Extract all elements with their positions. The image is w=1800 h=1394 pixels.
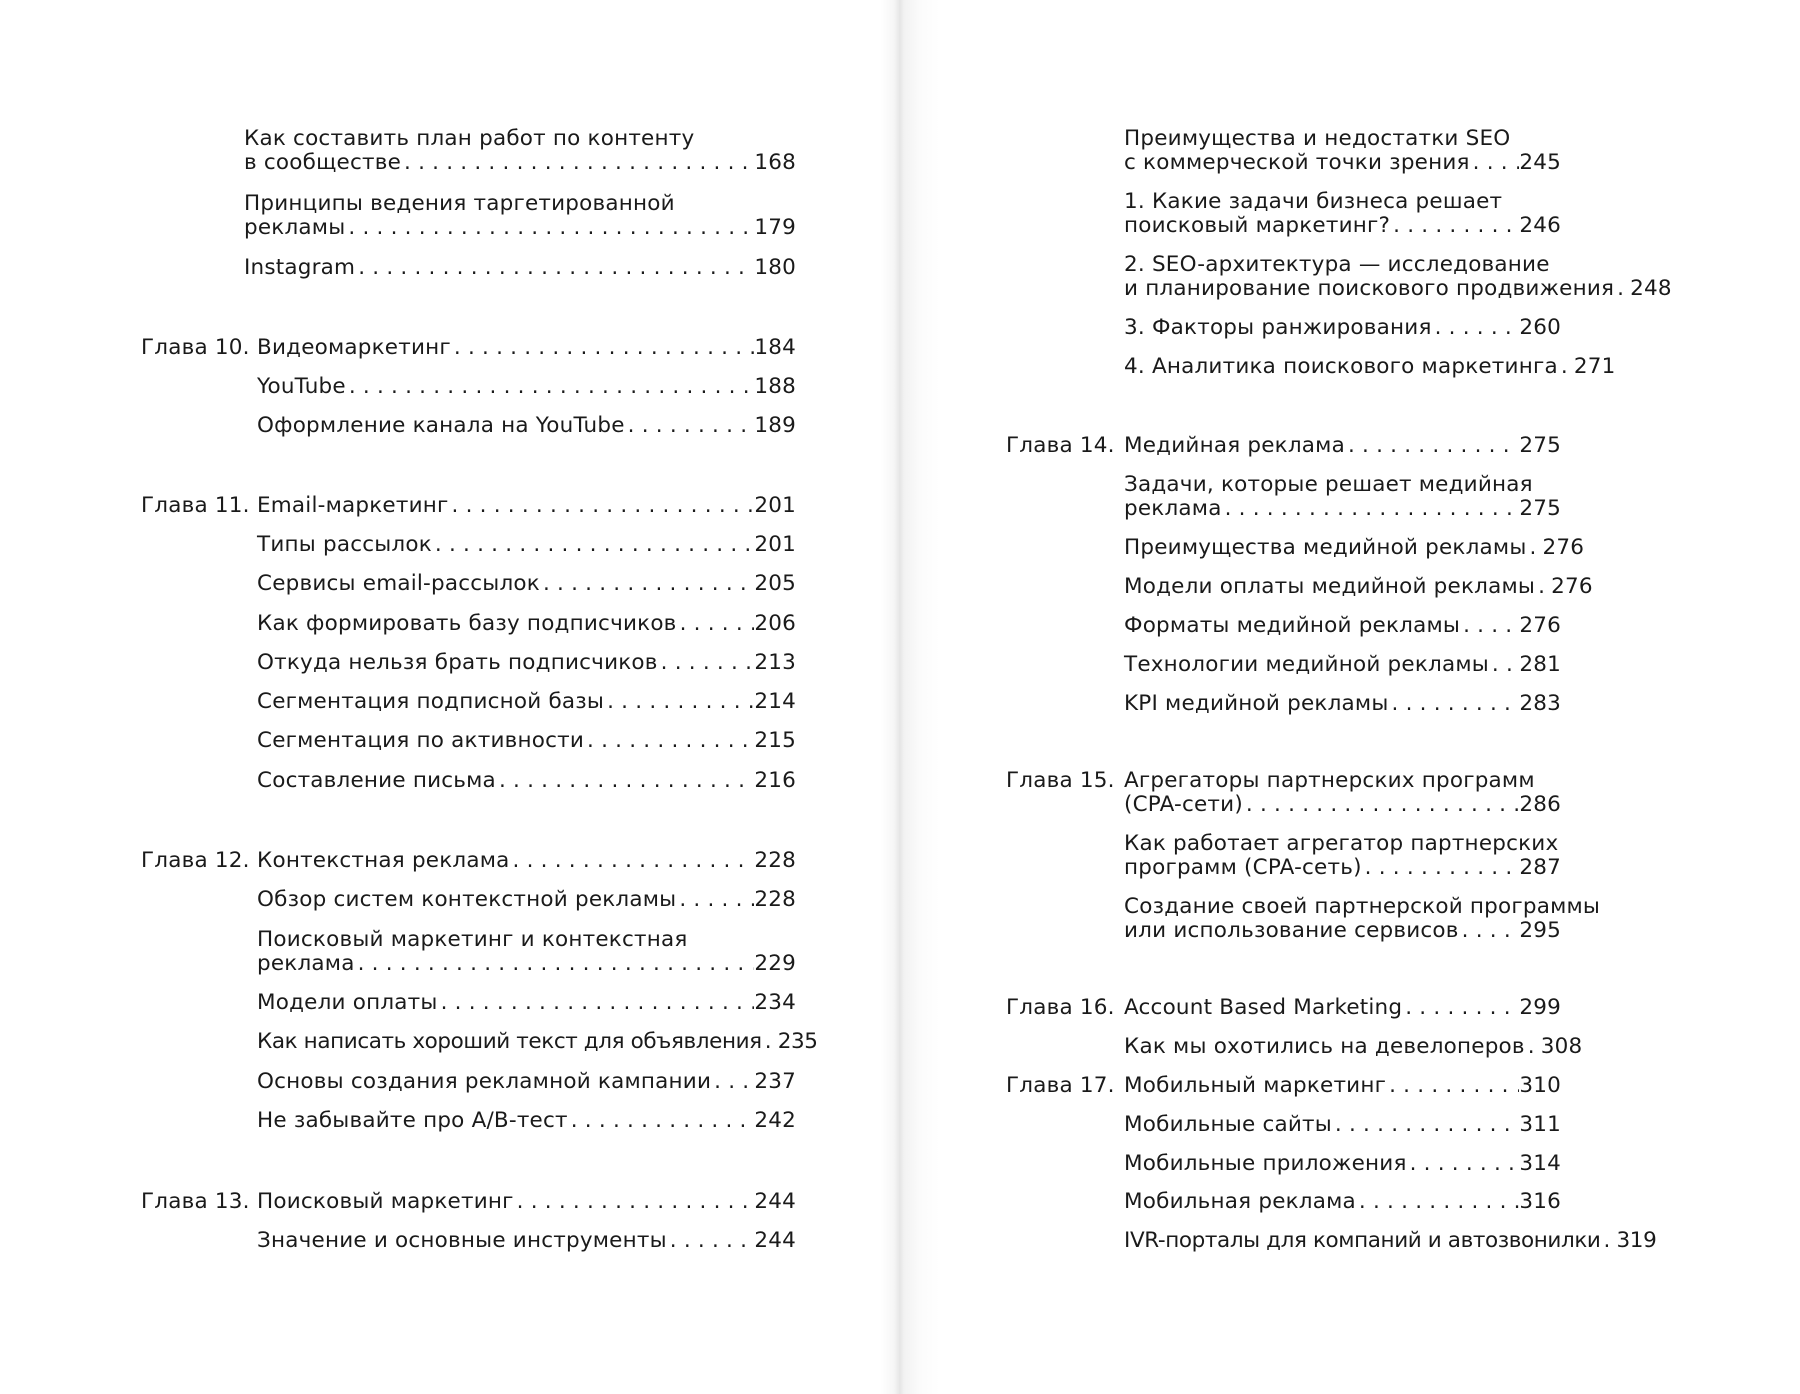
entry-title: Мобильная реклама (1124, 1189, 1356, 1214)
toc-entry[interactable] (257, 1029, 818, 1054)
entry-title: реклама (257, 951, 355, 976)
toc-entry[interactable] (257, 572, 796, 596)
page-number: 316 (1519, 1189, 1561, 1214)
leader-dots (345, 216, 754, 240)
page-number: 310 (1519, 1073, 1561, 1098)
page-number: 246 (1519, 213, 1561, 238)
leader-dots (1535, 575, 1551, 599)
leader-dots (1489, 653, 1519, 677)
toc-entry[interactable] (244, 192, 796, 240)
page-number: 275 (1519, 433, 1561, 458)
page-number: 260 (1519, 315, 1561, 340)
leader-dots (1432, 316, 1520, 340)
entry-title: Instagram (244, 255, 356, 280)
page-number: 287 (1519, 855, 1561, 880)
chapter-title: (CPA-сети) (1124, 792, 1243, 817)
right-page (900, 0, 1800, 1394)
page-number: 228 (754, 887, 796, 912)
toc-entry[interactable] (1124, 473, 1561, 521)
entry-title-line: 2. SEO-архитектура — исследование (1124, 252, 1550, 277)
chapter-title-line: Агрегаторы партнерских программ (1124, 768, 1535, 793)
entry-title: Мобильные сайты (1124, 1112, 1332, 1137)
entry-title: или использование сервисов (1124, 918, 1459, 943)
entry-title-line: Задачи, которые решает медийная (1124, 472, 1533, 497)
entry-title: реклама (1124, 496, 1222, 521)
leader-dots (584, 729, 754, 753)
entry-title: поисковый маркетинг? (1124, 213, 1391, 238)
page-number: 235 (777, 1029, 818, 1054)
toc-entry[interactable] (1124, 1152, 1561, 1176)
entry-title: 4. Аналитика поискового маркетинга (1124, 354, 1558, 379)
page-number: 206 (754, 611, 796, 636)
entry-title: в сообществе (244, 150, 402, 175)
leader-dots (676, 888, 754, 912)
entry-title-line: Преимущества и недостатки SEO (1124, 126, 1511, 151)
leader-dots (1470, 151, 1520, 175)
entry-title: рекламы (244, 215, 346, 240)
chapter-entry[interactable] (1124, 996, 1561, 1020)
page-number: 311 (1519, 1112, 1561, 1137)
leader-dots (1459, 919, 1520, 943)
leader-dots (540, 572, 754, 596)
entry-title-line: Поисковый маркетинг и контекстная (257, 927, 688, 952)
leader-dots (346, 375, 755, 399)
page-number: 189 (754, 413, 796, 438)
entry-title: Основы создания рекламной кампании (257, 1069, 712, 1094)
leader-dots (355, 952, 755, 976)
page-number: 229 (754, 951, 796, 976)
page-number: 242 (754, 1108, 796, 1133)
page-number: 271 (1573, 354, 1616, 379)
toc-entry[interactable] (1124, 1228, 1657, 1253)
chapter-entry[interactable] (257, 849, 796, 873)
chapter-label: Глава 17. (1006, 1073, 1115, 1098)
leader-dots (1345, 434, 1519, 458)
toc-entry[interactable] (257, 1109, 796, 1133)
leader-dots (451, 336, 754, 360)
entry-title-line: Как составить план работ по контенту (244, 126, 695, 151)
entry-title-line: Принципы ведения таргетированной (244, 191, 675, 216)
leader-dots (449, 494, 755, 518)
toc-entry[interactable] (1124, 127, 1561, 175)
page-number: 214 (754, 689, 796, 714)
leader-dots (1222, 497, 1520, 521)
leader-dots (1614, 277, 1630, 301)
entry-title: Типы рассылок (257, 532, 432, 557)
toc-entry[interactable] (1124, 832, 1561, 880)
leader-dots (1402, 996, 1519, 1020)
chapter-label: Глава 12. (141, 848, 250, 873)
toc-entry[interactable] (257, 769, 796, 793)
leader-dots (438, 991, 755, 1015)
leader-dots (1332, 1113, 1519, 1137)
leader-dots (1389, 692, 1520, 716)
toc-entry[interactable] (257, 533, 796, 557)
leader-dots (1601, 1229, 1617, 1253)
leader-dots (355, 256, 754, 280)
entry-title: IVR-порталы для компаний и автозвонилки (1124, 1228, 1601, 1253)
toc-entry[interactable] (1124, 574, 1593, 599)
leader-dots (510, 849, 755, 873)
toc-entry[interactable] (1124, 653, 1561, 677)
toc-entry[interactable] (257, 375, 796, 399)
chapter-title: Мобильный маркетинг (1124, 1073, 1387, 1098)
page-number: 248 (1630, 276, 1672, 301)
leader-dots (1362, 856, 1520, 880)
chapter-title: Email-маркетинг (257, 493, 449, 518)
page-number: 276 (1519, 613, 1561, 638)
leader-dots (514, 1190, 755, 1214)
leader-dots (1386, 1074, 1519, 1098)
entry-title: Составление письма (257, 768, 496, 793)
entry-title-line: 1. Какие задачи бизнеса решает (1124, 189, 1503, 214)
toc-entry[interactable] (1124, 894, 1601, 943)
page-number: 244 (754, 1228, 796, 1253)
leader-dots (677, 612, 755, 636)
page-number: 180 (754, 255, 796, 280)
leader-dots (432, 533, 754, 557)
entry-title: Мобильные приложения (1124, 1151, 1407, 1176)
page-number: 184 (754, 335, 796, 360)
entry-title: Модели оплаты медийной рекламы (1124, 574, 1536, 599)
leader-dots (658, 651, 755, 675)
page-number: 234 (754, 990, 796, 1015)
chapter-title: Видеомаркетинг (257, 335, 451, 360)
page-number: 245 (1519, 150, 1561, 175)
toc-entry[interactable] (1124, 1034, 1583, 1059)
page-number: 213 (754, 650, 796, 675)
page-number: 275 (1519, 496, 1561, 521)
leader-dots (401, 151, 754, 175)
leader-dots (1558, 355, 1574, 379)
entry-title: программ (CPA-сеть) (1124, 855, 1362, 880)
page-number: 205 (754, 571, 796, 596)
chapter-label: Глава 14. (1006, 433, 1115, 458)
entry-title: и планирование поискового продвижения (1124, 276, 1615, 301)
leader-dots (1527, 536, 1543, 560)
toc-entry[interactable] (1124, 190, 1561, 238)
leader-dots (1460, 614, 1519, 638)
leader-dots (1243, 793, 1519, 817)
chapter-label: Глава 16. (1006, 995, 1115, 1020)
entry-title: Преимущества медийной рекламы (1124, 535, 1527, 560)
leader-dots (762, 1030, 778, 1054)
leader-dots (496, 769, 754, 793)
page-number: 319 (1616, 1228, 1657, 1253)
entry-title: Технологии медийной рекламы (1124, 652, 1489, 677)
page-number: 215 (754, 728, 796, 753)
chapter-entry[interactable] (1124, 434, 1561, 458)
entry-title: YouTube (257, 374, 346, 399)
entry-title: Форматы медийной рекламы (1124, 613, 1461, 638)
chapter-title: Контекстная реклама (257, 848, 510, 873)
toc-entry[interactable] (244, 127, 796, 175)
toc-entry[interactable] (1124, 1113, 1561, 1137)
page-number: 283 (1519, 691, 1561, 716)
page-number: 314 (1519, 1151, 1561, 1176)
leader-dots (1356, 1190, 1519, 1214)
entry-title: Обзор систем контекстной рекламы (257, 887, 677, 912)
entry-title: Значение и основные инструменты (257, 1228, 667, 1253)
chapter-title: Медийная реклама (1124, 433, 1345, 458)
page-number: 276 (1551, 574, 1593, 599)
entry-title-line: Как работает агрегатор партнерских (1124, 831, 1559, 856)
entry-title: 3. Факторы ранжирования (1124, 315, 1432, 340)
chapter-title: Поисковый маркетинг (257, 1189, 514, 1214)
leader-dots (1390, 214, 1519, 238)
page-number: 168 (754, 150, 796, 175)
toc-entry[interactable] (1124, 692, 1561, 716)
toc-entry[interactable] (257, 888, 796, 912)
toc-entry[interactable] (257, 928, 796, 976)
chapter-entry[interactable] (257, 494, 796, 518)
page-number: 201 (754, 532, 796, 557)
page-number: 179 (754, 215, 796, 240)
leader-dots (711, 1070, 754, 1094)
toc-entry[interactable] (257, 690, 796, 714)
chapter-label: Глава 11. (141, 493, 250, 518)
entry-title: Модели оплаты (257, 990, 438, 1015)
toc-entry[interactable] (1124, 316, 1561, 340)
chapter-entry[interactable] (1124, 769, 1561, 817)
entry-title: с коммерческой точки зрения (1124, 150, 1470, 175)
toc-entry[interactable] (257, 729, 796, 753)
page-number: 276 (1542, 535, 1585, 560)
page-number: 295 (1519, 918, 1561, 943)
page-number: 308 (1540, 1034, 1583, 1059)
leader-dots (568, 1109, 755, 1133)
leader-dots (667, 1229, 755, 1253)
chapter-title: Account Based Marketing (1124, 995, 1403, 1020)
entry-title: Сегментация по активности (257, 728, 585, 753)
toc-entry[interactable] (1124, 354, 1616, 379)
entry-title: Откуда нельзя брать подписчиков (257, 650, 658, 675)
toc-entry[interactable] (257, 991, 796, 1015)
entry-title: KPI медийной рекламы (1124, 691, 1389, 716)
page-number: 228 (754, 848, 796, 873)
page-number: 216 (754, 768, 796, 793)
chapter-label: Глава 15. (1006, 768, 1115, 793)
toc-entry[interactable] (257, 612, 796, 636)
page-number: 299 (1519, 995, 1561, 1020)
chapter-label: Глава 10. (141, 335, 250, 360)
page-number: 281 (1519, 652, 1561, 677)
entry-title: Как написать хороший текст для объявления (257, 1029, 762, 1054)
toc-entry[interactable] (244, 256, 796, 280)
toc-entry[interactable] (257, 1229, 796, 1253)
toc-entry[interactable] (257, 1070, 796, 1094)
leader-dots (604, 690, 754, 714)
leader-dots (1525, 1035, 1541, 1059)
page-number: 286 (1519, 792, 1561, 817)
chapter-entry[interactable] (257, 336, 796, 360)
toc-entry[interactable] (1124, 252, 1672, 301)
toc-entry[interactable] (1124, 614, 1561, 638)
entry-title: Сегментация подписной базы (257, 689, 605, 714)
entry-title-line: Создание своей партнерской программы (1124, 894, 1601, 919)
entry-title: Как мы охотились на девелоперов (1124, 1034, 1525, 1059)
leader-dots (625, 414, 755, 438)
page-number: 244 (754, 1189, 796, 1214)
page-number: 201 (754, 493, 796, 518)
toc-entry[interactable] (1124, 535, 1585, 560)
toc-entry[interactable] (257, 651, 796, 675)
toc-entry[interactable] (257, 414, 796, 438)
chapter-label: Глава 13. (141, 1189, 250, 1214)
entry-title: Сервисы email-рассылок (257, 571, 540, 596)
toc-entry[interactable] (1124, 1190, 1561, 1214)
page-number: 237 (754, 1069, 796, 1094)
entry-title: Не забывайте про A/B-тест (257, 1108, 568, 1133)
chapter-entry[interactable] (257, 1190, 796, 1214)
page-number: 188 (754, 374, 796, 399)
chapter-entry[interactable] (1124, 1074, 1561, 1098)
entry-title: Как формировать базу подписчиков (257, 611, 677, 636)
leader-dots (1407, 1152, 1520, 1176)
entry-title: Оформление канала на YouTube (257, 413, 625, 438)
